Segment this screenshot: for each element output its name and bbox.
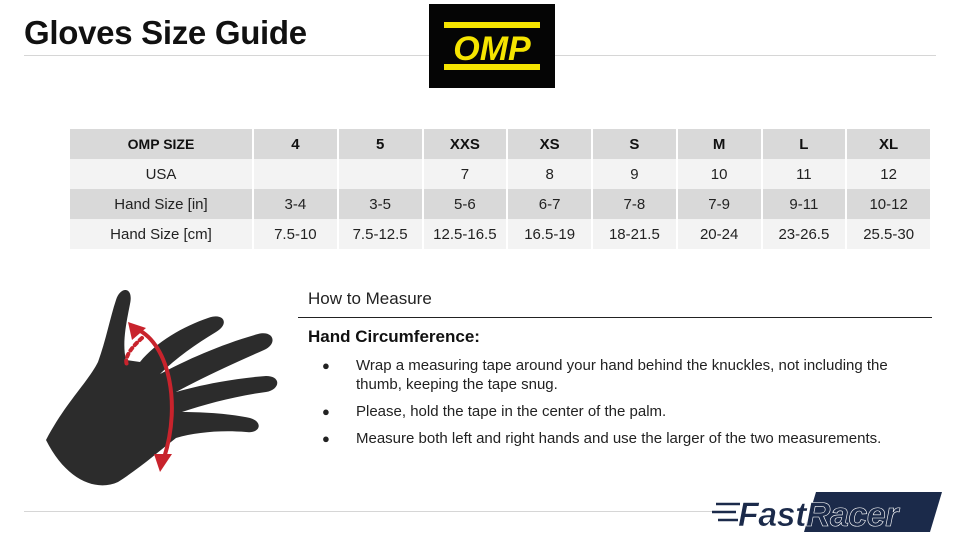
table-cell: 5-6 — [424, 189, 507, 219]
how-to-measure-heading: How to Measure — [308, 289, 432, 308]
table-cell: 6-7 — [508, 189, 591, 219]
footer-divider — [24, 511, 714, 512]
table-cell: S — [593, 129, 676, 159]
row-label: OMP SIZE — [70, 129, 252, 159]
table-cell: 10 — [678, 159, 761, 189]
table-cell: 11 — [763, 159, 846, 189]
measure-instructions — [322, 356, 928, 456]
table-cell: M — [678, 129, 761, 159]
omp-logo — [429, 4, 555, 88]
list-item — [322, 402, 928, 421]
table-cell: 18-21.5 — [593, 219, 676, 249]
table-cell: 16.5-19 — [508, 219, 591, 249]
table-cell: 7 — [424, 159, 507, 189]
bullet-icon: ● — [322, 431, 330, 446]
table-cell: 12 — [847, 159, 930, 189]
hand-circumference-heading: Hand Circumference: — [308, 327, 480, 346]
table-cell: 8 — [508, 159, 591, 189]
fastracer-logo — [712, 488, 944, 536]
fastracer-logo-text: FastRacer — [738, 496, 898, 534]
bullet-icon: ● — [322, 358, 330, 373]
hand-measure-illustration — [36, 282, 282, 490]
table-cell: L — [763, 129, 846, 159]
list-item — [322, 429, 928, 448]
table-cell: XS — [508, 129, 591, 159]
table-cell — [254, 159, 337, 189]
table-cell: 7.5-12.5 — [339, 219, 422, 249]
table-cell: 9 — [593, 159, 676, 189]
list-item — [322, 356, 928, 394]
table-cell: 12.5-16.5 — [424, 219, 507, 249]
table-cell: 10-12 — [847, 189, 930, 219]
row-label: Hand Size [cm] — [70, 219, 252, 249]
table-cell: XL — [847, 129, 930, 159]
size-table — [68, 129, 932, 249]
table-cell: 9-11 — [763, 189, 846, 219]
table-cell: 3-5 — [339, 189, 422, 219]
table-cell: 7-9 — [678, 189, 761, 219]
size-table-row-usa — [70, 159, 930, 189]
table-cell: 7-8 — [593, 189, 676, 219]
omp-logo-graphic — [429, 4, 555, 88]
instruction-text: Wrap a measuring tape around your hand behind the knuckles, not including the thumb, keeping the tape snug. — [356, 357, 888, 393]
table-cell: 7.5-10 — [254, 219, 337, 249]
table-cell: 20-24 — [678, 219, 761, 249]
bullet-icon: ● — [322, 404, 330, 419]
size-table-row-hand-in — [70, 189, 930, 219]
table-cell: 5 — [339, 129, 422, 159]
table-cell: 3-4 — [254, 189, 337, 219]
page-title: Gloves Size Guide — [24, 14, 307, 51]
speed-lines-icon — [712, 504, 740, 520]
instruction-text: Measure both left and right hands and use the larger of the two measurements. — [356, 430, 882, 447]
table-cell: 23-26.5 — [763, 219, 846, 249]
table-cell: 4 — [254, 129, 337, 159]
table-cell: 25.5-30 — [847, 219, 930, 249]
size-table-row-hand-cm — [70, 219, 930, 249]
size-table-header — [70, 129, 930, 159]
instruction-text: Please, hold the tape in the center of the palm. — [356, 403, 667, 420]
table-cell — [339, 159, 422, 189]
row-label: Hand Size [in] — [70, 189, 252, 219]
table-cell: XXS — [424, 129, 507, 159]
how-to-measure-divider — [298, 317, 932, 318]
omp-logo-text: OMP — [453, 30, 531, 68]
row-label: USA — [70, 159, 252, 189]
